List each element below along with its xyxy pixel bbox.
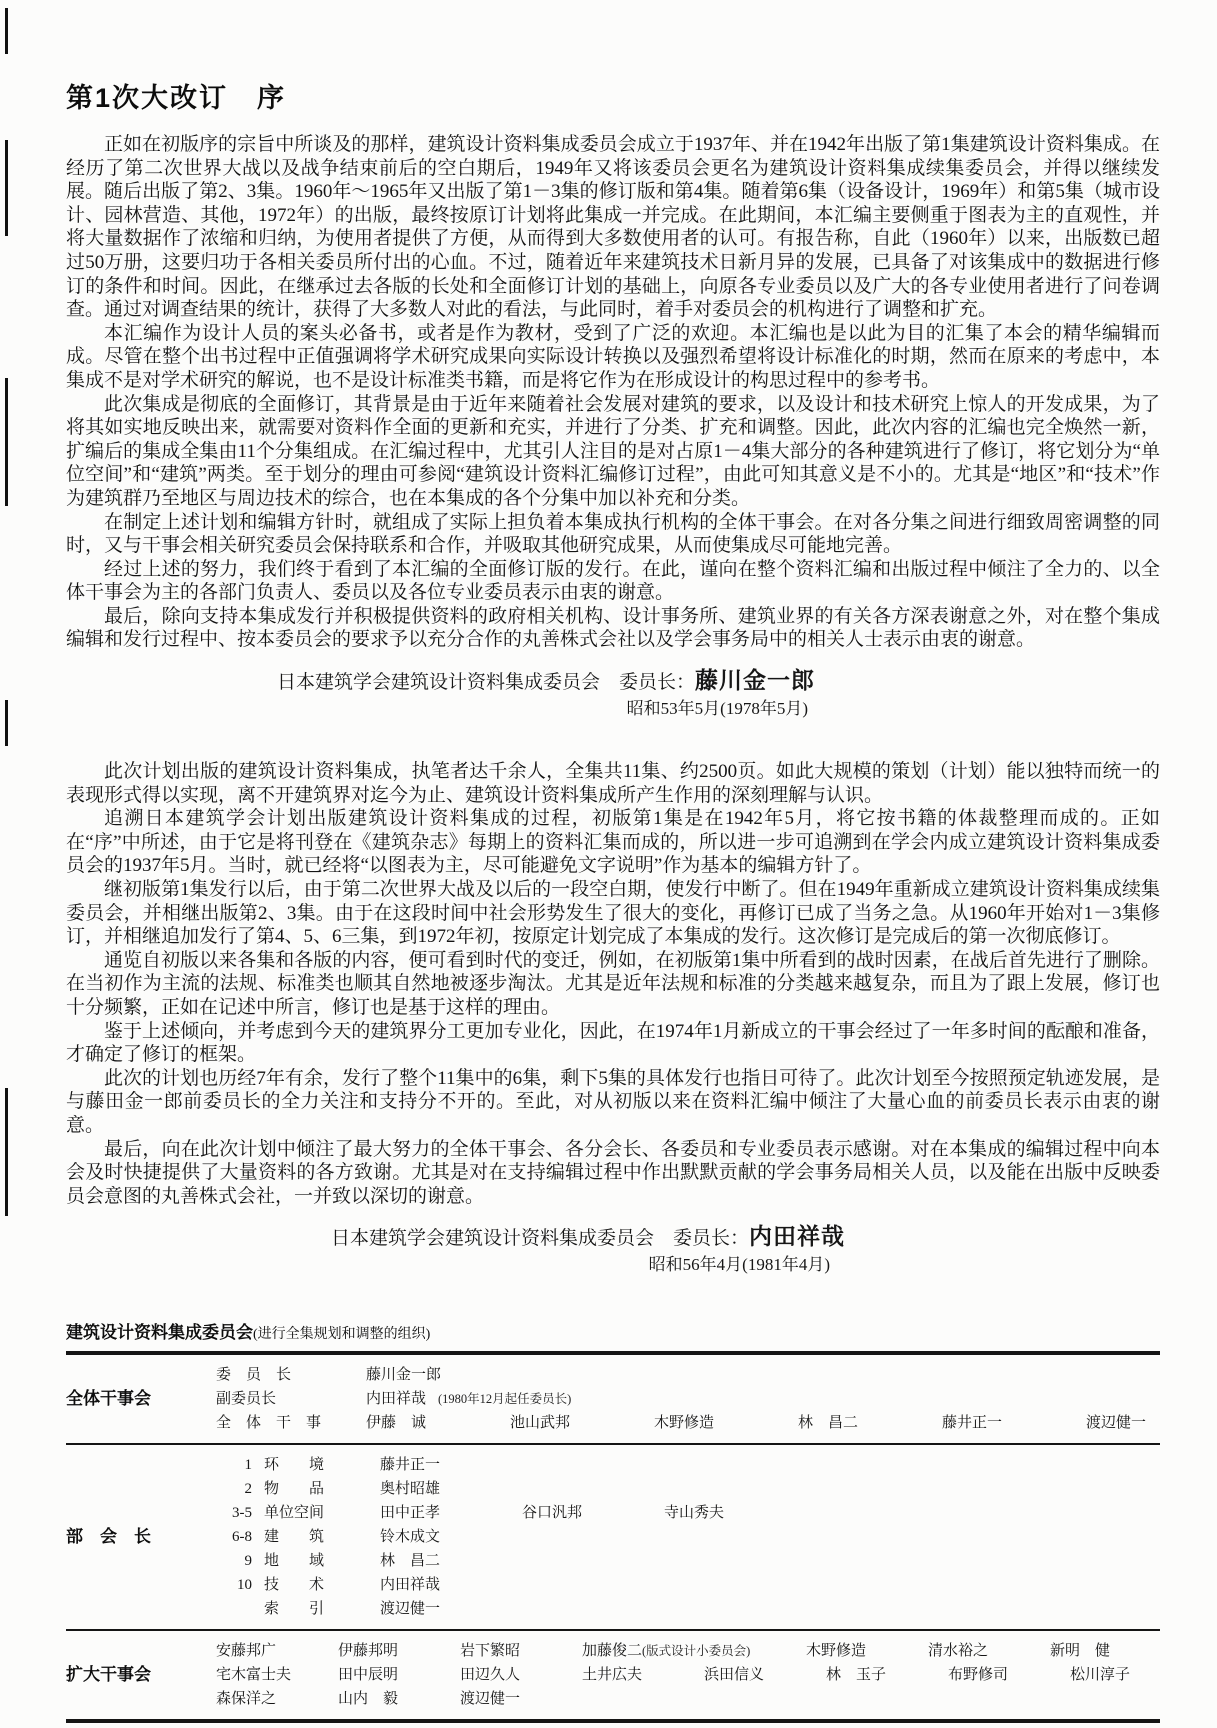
volume-number: 1 — [244, 1457, 252, 1474]
member-name: 田辺久人 — [460, 1667, 521, 1684]
volume-number: 6-8 — [232, 1529, 252, 1546]
committee-table — [66, 1351, 1160, 1723]
table-row — [216, 1663, 1192, 1687]
volume-number — [216, 1597, 252, 1621]
table-row — [216, 1597, 1160, 1621]
member-name: 藤井正一 — [380, 1457, 441, 1474]
category-label: 技 术 — [264, 1577, 325, 1594]
preface-1981 — [66, 760, 1160, 1278]
member-name: 伊藤 诚 — [366, 1415, 427, 1432]
scan-artifact — [5, 8, 8, 54]
member-name: 林 昌二 — [798, 1415, 859, 1432]
paragraph: 继初版第1集发行以后，由于第二次世界大战及以后的一段空白期，使发行中断了。但在1949年重新成立建筑设计资料集成续集委员会，并相继出版第2、3集。由于在这段时间中社会形势发生了很大的变化，再修订已成了当务之急。从1960年开始对1－3集修订，并相继追加发行了第4、5、6三集，到1972年初，按原定计划完成了本集成的发行。这次修订是完成后的第一次彻底修订。 — [66, 879, 1160, 948]
paragraph: 本汇编作为设计人员的案头必备书，或者是作为教材，受到了广泛的欢迎。本汇编也是以此为目的汇集了本会的精华编辑而成。尽管在整个出书过程中正值强调将学术研究成果向实际设计转换以及强烈希望将设计标准化的时期，然而在原来的考虑中，本集成不是对学术研究的解说，也不是设计标准类书籍，而是将它作为在形成设计的构思过程中的参考书。 — [66, 322, 1160, 391]
role-label: 全 体 干 事 — [216, 1415, 322, 1432]
executive-section — [66, 1355, 1160, 1443]
table-row — [216, 1639, 1192, 1663]
section-body — [216, 1639, 1192, 1711]
table-row — [216, 1525, 1160, 1549]
role-label: 委 员 长 — [216, 1367, 292, 1384]
scan-artifact — [5, 1088, 8, 1216]
member-name: 藤川金一郎 — [366, 1367, 442, 1384]
scan-artifact — [5, 378, 8, 506]
paragraph: 经过上述的努力，我们终于看到了本汇编的全面修订版的发行。在此，谨向在整个资料汇编和出版过程中倾注了全力的、以全体干事会为主的各部门负责人、委员以及各位专业委员表示由衷的谢意。 — [66, 558, 1160, 604]
member-name: 内田祥哉 — [366, 1391, 427, 1408]
signature-org: 日本建筑学会建筑设计资料集成委员会 委员长： — [276, 672, 695, 694]
signature-date: 昭和53年5月(1978年5月) — [626, 699, 808, 719]
member-name: 谷口汎邦 — [522, 1505, 583, 1522]
section-label: 扩大干事会 — [66, 1665, 151, 1685]
member-name: 森保洋之 — [216, 1691, 277, 1708]
signature-block — [66, 668, 1160, 722]
expanded-section — [66, 1629, 1160, 1719]
member-name: 木野修造 — [806, 1643, 867, 1660]
paragraph: 正如在初版序的宗旨中所谈及的那样，建筑设计资料集成委员会成立于1937年、并在1942年出版了第1集建筑设计资料集成。在经历了第二次世界大战以及战争结束前后的空白期后，1949年又将该委员会更名为建筑设计资料集成续集委员会，并得以继续发展。随后出版了第2、3集。1960年～1965年又出版了第1－3集的修订版和第4集。随着第6集（设备设计，1969年）和第5集（城市设计、园林营造、其他，1972年）的出版，最终按原订计划将此集成一并完成。在此期间，本汇编主要侧重于图表为主的直观性，并将大量数据作了浓缩和归纳，为使用者提供了方便，从而得到大多数使用者的认可。有报告称，自此（1960年）以来，出版数已超过50万册，这要归功于各相关委员所付出的心血。不过，随着近年来建筑技术日新月异的发展，已具备了对该集成中的数据进行修订的条件和时间。因此，在继承过去各版的长处和全面修订计划的基础上，向原各专业委员以及广大的各专业使用者进行了问卷调查。通过对调查结果的统计，获得了大多数人对此的看法，与此同时，着手对委员会的机构进行了调整和扩充。 — [66, 134, 1160, 321]
role-label: 副委员长 — [216, 1391, 277, 1408]
member-name: 山内 毅 — [338, 1691, 399, 1708]
member-name: 伊藤邦明 — [338, 1643, 399, 1660]
committee-subtitle: (进行全集规划和调整的组织) — [253, 1327, 431, 1343]
table-row — [216, 1573, 1160, 1597]
category-label: 单位空间 — [264, 1505, 325, 1522]
table-row — [216, 1549, 1160, 1573]
member-name: 池山武邦 — [510, 1415, 571, 1432]
signature-date: 昭和56年4月(1981年4月) — [648, 1255, 830, 1275]
paragraph: 此次计划出版的建筑设计资料集成，执笔者达千余人，全集共11集、约2500页。如此大规模的策划（计划）能以独特而统一的表现形式得以实现，离不开建筑界对迄今为止、建筑设计资料集成所产生作用的深刻理解与认识。 — [66, 761, 1160, 806]
member-name: 宅木富士夫 — [216, 1667, 292, 1684]
page-content — [66, 76, 1160, 1723]
member-name: 渡辺健一 — [380, 1601, 441, 1618]
member-name: 加藤俊二 — [582, 1643, 643, 1660]
member-note: (版式设计小委员会) — [642, 1644, 751, 1659]
category-label: 索 引 — [264, 1601, 325, 1618]
table-row — [216, 1687, 1192, 1711]
member-name: 渡辺健一 — [1086, 1415, 1147, 1432]
paragraph: 最后，除向支持本集成发行并积极提供资料的政府相关机构、设计事务所、建筑业界的有关各方深表谢意之外，对在整个集成编辑和发行过程中、按本委员会的要求予以充分合作的丸善株式会社以及学会事务局中的相关人士表示由衷的谢意。 — [66, 605, 1160, 651]
scan-artifact — [5, 140, 8, 236]
member-name: 土井広夫 — [582, 1667, 643, 1684]
volume-number: 3-5 — [232, 1505, 252, 1522]
page-title: 第1次大改订 序 — [66, 83, 287, 113]
table-row — [216, 1387, 1217, 1411]
paragraph: 此次的计划也历经7年有余，发行了整个11集中的6集，剩下5集的具体发行也指日可待了。此次计划至今按照预定轨迹发展，是与藤田金一郎前委员长的全力关注和支持分不开的。至此，对从初版以来在资料汇编中倾注了大量心血的前委员长表示由衷的谢意。 — [66, 1067, 1160, 1136]
member-name: 田中正孝 — [380, 1505, 441, 1522]
member-name: 浜田信义 — [704, 1667, 765, 1684]
member-name: 木野修造 — [654, 1415, 715, 1432]
paragraph: 在制定上述计划和编辑方针时，就组成了实际上担负着本集成执行机构的全体干事会。在对各分集之间进行细致周密调整的同时，又与干事会相关研究委员会保持联系和合作，并吸取其他研究成果，从而使集成尽可能地完善。 — [66, 511, 1160, 557]
paragraph: 通览自初版以来各集和各版的内容，便可看到时代的变迁，例如，在初版第1集中所看到的战时因素，在战后首先进行了删除。在当初作为主流的法规、标准类也顺其自然地被逐步淘汰。尤其是近年法规和标准的分类越来越复杂，而且为了跟上发展，修订也十分频繁，正如在记述中所言，修订也是基于这样的理由。 — [66, 949, 1160, 1018]
volume-number: 10 — [237, 1577, 252, 1594]
paragraph: 鉴于上述倾向，并考虑到今天的建筑界分工更加专业化，因此，在1974年1月新成立的干事会经过了一年多时间的酝酿和准备，才确定了修订的框架。 — [66, 1020, 1160, 1066]
member-name: 林 昌二 — [380, 1553, 441, 1570]
member-name: 安藤邦广 — [216, 1643, 277, 1660]
member-name: 清水裕之 — [928, 1643, 989, 1660]
member-name: 岩下繁昭 — [460, 1643, 521, 1660]
member-name: 布野修司 — [948, 1667, 1009, 1684]
member-note: (1980年12月起任委员长) — [438, 1392, 572, 1407]
signature-line — [66, 668, 1160, 696]
member-name: 奥村昭雄 — [380, 1481, 441, 1498]
category-label: 建 筑 — [264, 1529, 325, 1546]
member-name: 铃木成文 — [380, 1529, 441, 1546]
scan-artifact — [5, 700, 8, 746]
chiefs-section — [66, 1443, 1160, 1629]
committee-section — [66, 1318, 1160, 1723]
table-row — [216, 1363, 1217, 1387]
signature-line — [66, 1224, 1160, 1252]
volume-number: 9 — [244, 1553, 252, 1570]
member-name: 藤井正一 — [942, 1415, 1003, 1432]
committee-heading — [66, 1318, 1160, 1343]
member-name: 田中辰明 — [338, 1667, 399, 1684]
paragraph: 最后，向在此次计划中倾注了最大努力的全体干事会、各分会长、各委员和专业委员表示感谢。对在本集成的编辑过程中向本会及时快捷提供了大量资料的各方致谢。尤其是对在支持编辑过程中作出默默贡献的学会事务局相关人员，以及能在出版中反映委员会意图的丸善株式会社，一并致以深切的谢意。 — [66, 1138, 1160, 1207]
section-gap — [66, 1278, 1160, 1318]
table-row — [216, 1501, 1160, 1525]
table-row — [216, 1411, 1217, 1435]
category-label: 物 品 — [264, 1481, 325, 1498]
signer-name: 藤川金一郎 — [695, 668, 815, 694]
member-name: 松川淳子 — [1070, 1667, 1131, 1684]
table-row — [216, 1477, 1160, 1501]
committee-title: 建筑设计资料集成委员会 — [66, 1323, 253, 1343]
paragraph: 追溯日本建筑学会计划出版建筑设计资料集成的过程，初版第1集是在1942年5月，将它按书籍的体裁整理而成的。正如在“序”中所述，由于它是将刊登在《建筑杂志》每期上的资料汇集而成的，所以进一步可追溯到在学会内成立建筑设计资料集成委员会的1937年5月。当时，就已经将“以图表为主，尽可能避免文字说明”作为基本的编辑方针了。 — [66, 808, 1160, 877]
member-name-with-note — [582, 1639, 794, 1663]
category-label: 环 境 — [264, 1457, 325, 1474]
signature-org: 日本建筑学会建筑设计资料集成委员会 委员长： — [330, 1228, 749, 1250]
member-name: 林 玉子 — [826, 1667, 887, 1684]
member-name: 寺山秀夫 — [664, 1505, 725, 1522]
member-name: 内田祥哉 — [380, 1577, 441, 1594]
section-body — [216, 1363, 1217, 1435]
table-row — [216, 1453, 1160, 1477]
member-name: 渡辺健一 — [460, 1691, 521, 1708]
signer-name: 内田祥哉 — [749, 1224, 845, 1250]
section-label: 全体干事会 — [66, 1389, 151, 1409]
volume-number: 2 — [244, 1481, 252, 1498]
section-body — [216, 1453, 1160, 1621]
paragraph: 此次集成是彻底的全面修订，其背景是由于近年来随着社会发展对建筑的要求，以及设计和技术研究上惊人的开发成果，为了将其如实地反映出来，就需要对资料作全面的更新和充实，并进行了分类、扩充和调整。因此，此次内容的汇编也完全焕然一新，扩编后的集成全集由11个分集组成。在汇编过程中，尤其引人注目的是对占原1－4集大部分的各种建筑进行了修订，将它划分为“单位空间”和“建筑”两类。至于划分的理由可参阅“建筑设计资料汇编修订过程”，由此可知其意义是不小的。尤其是“地区”和“技术”作为建筑群乃至地区与周边技术的综合，也在本集成的各个分集中加以补充和分类。 — [66, 393, 1160, 509]
member-name: 新明 健 — [1050, 1643, 1111, 1660]
signature-block — [66, 1224, 1160, 1278]
category-label: 地 域 — [264, 1553, 325, 1570]
section-label: 部 会 长 — [66, 1527, 151, 1547]
section-gap — [66, 722, 1160, 760]
preface-1978 — [66, 133, 1160, 722]
